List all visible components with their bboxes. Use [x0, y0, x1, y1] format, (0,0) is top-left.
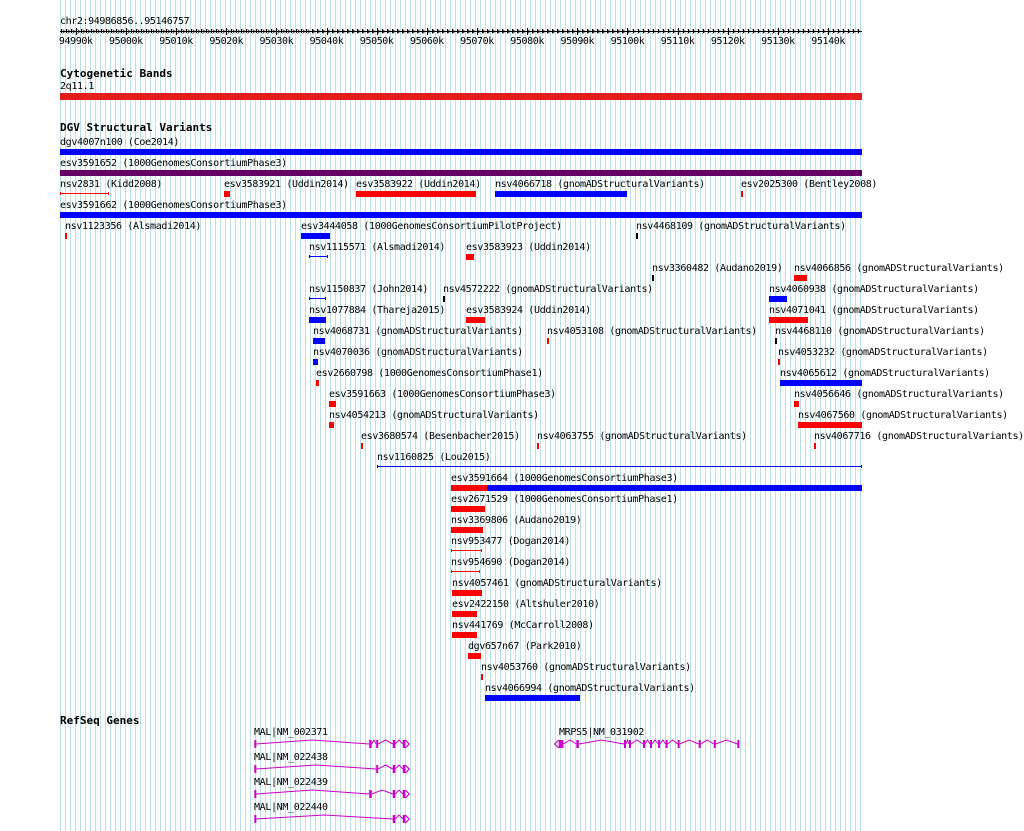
sv-label: esv3583922 (Uddin2014) — [356, 179, 481, 190]
intron — [579, 740, 624, 744]
sv-label: nsv4066718 (gnomADStructuralVariants) — [495, 179, 705, 190]
gene-model[interactable] — [254, 740, 409, 748]
exon — [576, 740, 579, 748]
strand-arrow-icon — [405, 740, 409, 748]
exon — [559, 740, 564, 748]
tick-label: 95040k — [309, 36, 344, 47]
sv-label: nsv4053760 (gnomADStructuralVariants) — [481, 662, 691, 673]
sv-label: nsv4054213 (gnomADStructuralVariants) — [329, 410, 539, 421]
gene-model[interactable] — [555, 740, 740, 748]
tick-label: 95120k — [710, 36, 745, 47]
sv-label: nsv4068731 (gnomADStructuralVariants) — [313, 326, 523, 337]
intron — [395, 765, 403, 769]
sv-label: esv3583924 (Uddin2014) — [466, 305, 591, 316]
sv-label: nsv4053108 (gnomADStructuralVariants) — [547, 326, 757, 337]
dgv-track-title[interactable]: DGV Structural Variants — [60, 121, 213, 134]
sv-label: nsv1150837 (John2014) — [309, 284, 429, 295]
exon — [369, 790, 372, 798]
intron — [660, 740, 666, 744]
cytoband-label: 2q11.1 — [60, 81, 95, 92]
sv-label: nsv441769 (McCarroll2008) — [452, 620, 594, 631]
tick-label: 95080k — [510, 36, 545, 47]
sv-label: esv2671529 (1000GenomesConsortiumPhase1) — [451, 494, 678, 505]
sv-label: esv3680574 (Besenbacher2015) — [361, 431, 520, 442]
sv-label: nsv4468109 (gnomADStructuralVariants) — [636, 221, 846, 232]
intron — [395, 790, 403, 794]
intron — [645, 740, 650, 744]
tick-label: 95100k — [610, 36, 645, 47]
exon — [393, 790, 396, 798]
sv-label: esv3591664 (1000GenomesConsortiumPhase3) — [451, 473, 678, 484]
intron — [716, 740, 738, 744]
intron — [680, 740, 699, 744]
tick-label: 95140k — [811, 36, 845, 47]
gene-model[interactable] — [254, 790, 409, 798]
sv-label: nsv3369806 (Audano2019) — [451, 515, 582, 526]
intron — [668, 740, 678, 744]
locus-label: chr2:94986856..95146757 — [60, 16, 190, 27]
exon — [403, 790, 406, 798]
exon — [254, 740, 256, 748]
exon — [403, 765, 406, 773]
sv-label: nsv4071041 (gnomADStructuralVariants) — [769, 305, 979, 316]
intron — [395, 815, 403, 819]
strand-arrow-icon — [405, 790, 409, 798]
intron — [563, 740, 576, 744]
tick-label: 94990k — [58, 36, 93, 47]
gene-label: MAL|NM_022438 — [254, 752, 328, 763]
exon — [254, 815, 256, 823]
tick-label: 95070k — [460, 36, 494, 47]
sv-label: nsv4572222 (gnomADStructuralVariants) — [443, 284, 653, 295]
intron — [372, 740, 377, 744]
sv-label: nsv1123356 (Alsmadi2014) — [65, 221, 202, 232]
intron — [378, 740, 393, 744]
sv-label: nsv4066856 (gnomADStructuralVariants) — [794, 263, 1004, 274]
sv-label: nsv4067716 (gnomADStructuralVariants) — [814, 431, 1024, 442]
sv-label: nsv1115571 (Alsmadi2014) — [309, 242, 446, 253]
sv-label: esv3583921 (Uddin2014) — [224, 179, 349, 190]
exon — [714, 740, 716, 748]
sv-label: esv3591663 (1000GenomesConsortiumPhase3) — [329, 389, 556, 400]
intron — [395, 740, 403, 744]
gene-label: MAL|NM_022440 — [254, 802, 328, 813]
tick-label: 95060k — [409, 36, 444, 47]
sv-label: nsv4056646 (gnomADStructuralVariants) — [794, 389, 1004, 400]
strand-arrow-icon — [555, 740, 559, 748]
intron — [652, 740, 658, 744]
tick-label: 95030k — [259, 36, 294, 47]
exon — [393, 815, 396, 823]
intron — [256, 790, 369, 794]
intron — [378, 765, 393, 769]
sv-label: dgv4007n100 (Coe2014) — [60, 137, 180, 148]
sv-label: nsv953477 (Dogan2014) — [451, 536, 571, 547]
sv-label: nsv2831 (Kidd2008) — [60, 179, 163, 190]
sv-label: nsv4065612 (gnomADStructuralVariants) — [780, 368, 990, 379]
cytoband-track-title[interactable]: Cytogenetic Bands — [60, 67, 173, 80]
exon — [393, 765, 396, 773]
strand-arrow-icon — [405, 815, 409, 823]
tick-label: 95000k — [109, 36, 143, 47]
sv-label: esv2422150 (Altshuler2010) — [452, 599, 600, 610]
genes-track-title[interactable]: RefSeq Genes — [60, 714, 140, 727]
sv-label: nsv1160825 (Lou2015) — [377, 452, 491, 463]
sv-label: nsv4053232 (gnomADStructuralVariants) — [778, 347, 988, 358]
tick-label: 95020k — [209, 36, 244, 47]
sv-label: nsv3360482 (Audano2019) — [652, 263, 783, 274]
sv-label: esv3444058 (1000GenomesConsortiumPilotProject) — [301, 221, 562, 232]
intron — [626, 740, 629, 744]
sv-label: nsv4070036 (gnomADStructuralVariants) — [313, 347, 523, 358]
exon — [699, 740, 701, 748]
intron — [256, 740, 369, 744]
gene-label: MAL|NM_022439 — [254, 777, 328, 788]
exon — [376, 765, 378, 773]
sv-label: esv2025300 (Bentley2008) — [741, 179, 878, 190]
sv-label: nsv4067560 (gnomADStructuralVariants) — [798, 410, 1008, 421]
tick-label: 95010k — [159, 36, 193, 47]
exon — [666, 740, 668, 748]
intron — [256, 815, 393, 819]
exon — [376, 740, 378, 748]
gene-label: MAL|NM_002371 — [254, 727, 328, 738]
exon — [650, 740, 652, 748]
sv-label: esv3591652 (1000GenomesConsortiumPhase3) — [60, 158, 287, 169]
gene-label: MRPS5|NM_031902 — [559, 727, 645, 738]
exon — [254, 765, 256, 773]
strand-arrow-icon — [405, 765, 409, 773]
sv-label: nsv4468110 (gnomADStructuralVariants) — [775, 326, 985, 337]
exon — [403, 740, 406, 748]
exon — [369, 740, 372, 748]
exon — [643, 740, 645, 748]
exon — [658, 740, 660, 748]
sv-label: esv3591662 (1000GenomesConsortiumPhase3) — [60, 200, 287, 211]
sv-label: nsv1077884 (Thareja2015) — [309, 305, 446, 316]
exon — [403, 815, 406, 823]
exon — [624, 740, 626, 748]
sv-label: nsv954690 (Dogan2014) — [451, 557, 571, 568]
intron — [372, 790, 393, 794]
exon — [254, 790, 256, 798]
sv-label: esv2660798 (1000GenomesConsortiumPhase1) — [316, 368, 543, 379]
exon — [678, 740, 680, 748]
tick-label: 95050k — [359, 36, 394, 47]
gene-model[interactable] — [254, 815, 409, 823]
sv-label: nsv4060938 (gnomADStructuralVariants) — [769, 284, 979, 295]
sv-label: esv3583923 (Uddin2014) — [466, 242, 591, 253]
tick-label: 95130k — [761, 36, 795, 47]
tick-label: 95110k — [660, 36, 695, 47]
exon — [737, 740, 739, 748]
sv-label: dgv657n67 (Park2010) — [468, 641, 582, 652]
sv-label: nsv4066994 (gnomADStructuralVariants) — [485, 683, 695, 694]
sv-label: nsv4063755 (gnomADStructuralVariants) — [537, 431, 747, 442]
intron — [701, 740, 714, 744]
gene-model[interactable] — [254, 765, 409, 773]
exon — [393, 740, 396, 748]
sv-label: nsv4057461 (gnomADStructuralVariants) — [452, 578, 662, 589]
exon — [629, 740, 631, 748]
intron — [256, 765, 376, 769]
tick-label: 95090k — [560, 36, 595, 47]
intron — [631, 740, 643, 744]
